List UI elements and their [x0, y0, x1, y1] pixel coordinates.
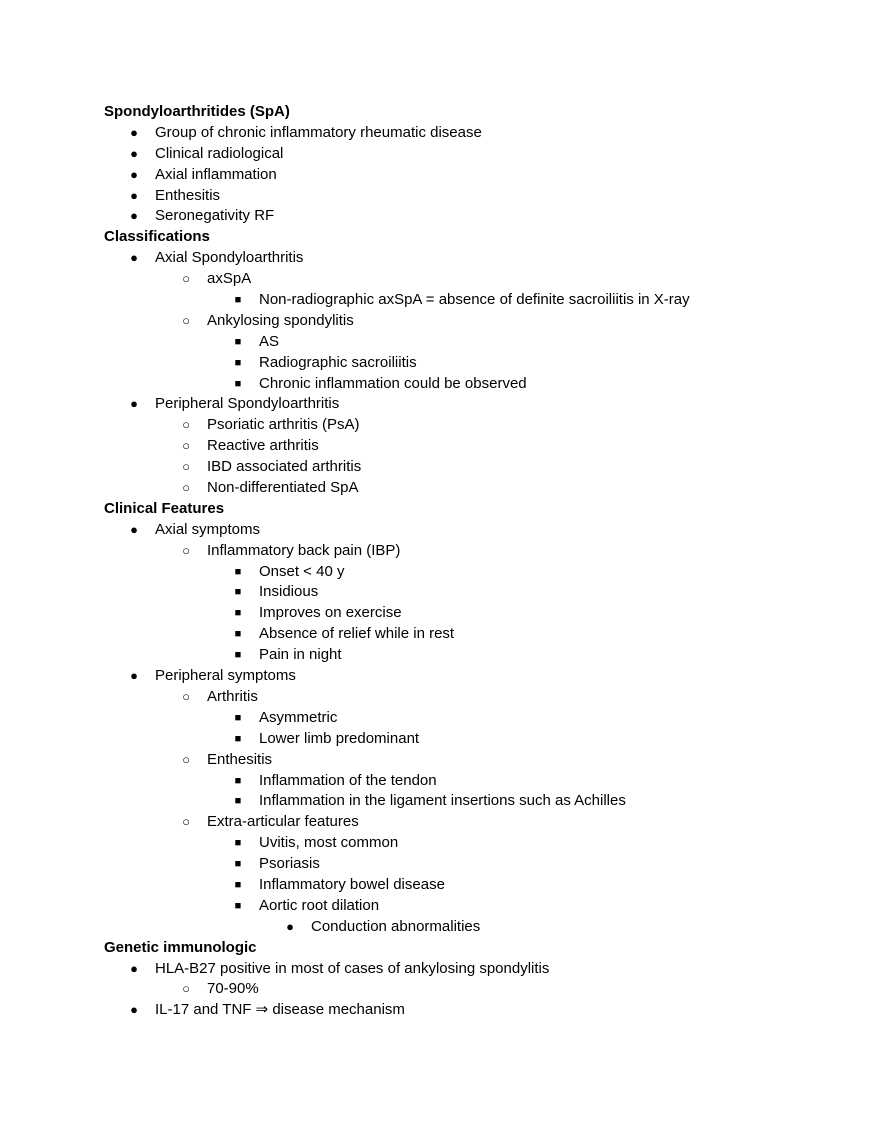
- list-item-text: Seronegativity RF: [155, 207, 275, 225]
- list-item-level-2: [0, 687, 880, 708]
- bullet-icon: ■: [234, 899, 242, 912]
- list-item-level-3: [0, 854, 880, 875]
- list-item-level-1: [0, 959, 880, 980]
- bullet-icon: ●: [286, 918, 294, 934]
- list-item-level-2: [0, 415, 880, 436]
- list-item-text: Peripheral symptoms: [155, 667, 296, 685]
- list-item-text: Inflammation of the tendon: [259, 771, 437, 789]
- list-item-level-1: [0, 520, 880, 541]
- bullet-icon: ●: [130, 124, 138, 140]
- list-item-text: Absence of relief while in rest: [259, 625, 455, 643]
- bullet-icon: ○: [182, 814, 190, 830]
- bullet-icon: ■: [234, 586, 242, 599]
- list-item-level-3: [0, 771, 880, 792]
- list-item-text: Non-radiographic axSpA = absence of definite sacroiliitis in X-ray: [259, 291, 690, 309]
- bullet-icon: ○: [182, 438, 190, 454]
- section-heading: Classifications: [104, 228, 210, 246]
- list-item-text: Inflammation in the ligament insertions such as Achilles: [259, 792, 626, 810]
- section-heading: Spondyloarthritides (SpA): [104, 103, 290, 120]
- list-item-text: Clinical radiological: [155, 144, 284, 162]
- list-item-level-2: [0, 979, 880, 1000]
- bullet-icon: ●: [130, 208, 138, 224]
- bullet-icon: ●: [130, 521, 138, 537]
- bullet-icon: ■: [234, 356, 242, 369]
- list-item-text: IL-17 and TNF ⇒ disease mechanism: [155, 1001, 405, 1019]
- bullet-icon: ■: [234, 565, 242, 578]
- list-item-level-3: [0, 603, 880, 624]
- list-item-text: Arthritis: [207, 687, 258, 705]
- bullet-icon: ■: [234, 607, 242, 620]
- list-item-text: Inflammatory back pain (IBP): [207, 541, 401, 559]
- list-item-text: Enthesitis: [155, 186, 221, 204]
- list-item-level-2: [0, 541, 880, 562]
- bullet-icon: ■: [234, 774, 242, 787]
- list-item-level-3: [0, 353, 880, 374]
- list-item-text: Improves on exercise: [259, 604, 402, 622]
- list-item-level-1: [0, 248, 880, 269]
- list-item-text: Insidious: [259, 583, 319, 601]
- list-item-text: HLA-B27 positive in most of cases of ankylosing spondylitis: [155, 959, 550, 977]
- bullet-icon: ○: [182, 417, 190, 433]
- bullet-icon: ○: [182, 480, 190, 496]
- list-item-text: Group of chronic inflammatory rheumatic disease: [155, 123, 482, 141]
- list-item-level-1: [0, 165, 880, 186]
- list-item-text: Extra-articular features: [207, 813, 359, 831]
- bullet-icon: ■: [234, 649, 242, 662]
- bullet-icon: ●: [130, 668, 138, 684]
- list-item-level-1: [0, 666, 880, 687]
- list-item-text: Enthesitis: [207, 750, 273, 768]
- bullet-icon: ●: [130, 960, 138, 976]
- list-item-level-2: [0, 478, 880, 499]
- list-item-text: IBD associated arthritis: [207, 458, 362, 476]
- list-item-text: Non-differentiated SpA: [207, 479, 359, 497]
- list-item-level-3: [0, 624, 880, 645]
- bullet-icon: ○: [182, 312, 190, 328]
- bullet-icon: ●: [130, 187, 138, 203]
- section-heading: Clinical Features: [104, 499, 225, 517]
- list-item-level-3: [0, 875, 880, 896]
- bullet-icon: ■: [234, 711, 242, 724]
- bullet-icon: ■: [234, 795, 242, 808]
- list-item-text: Axial inflammation: [155, 165, 277, 183]
- bullet-icon: ●: [130, 396, 138, 412]
- list-item-text: Conduction abnormalities: [311, 917, 481, 935]
- list-item-level-2: [0, 812, 880, 833]
- list-item-level-3: [0, 562, 880, 583]
- list-item-text: Axial symptoms: [155, 520, 261, 538]
- list-item-text: AS: [259, 332, 280, 350]
- list-item-level-1: [0, 1000, 880, 1021]
- bullet-icon: ■: [234, 377, 242, 390]
- bullet-icon: ●: [130, 1002, 138, 1018]
- bullet-icon: ○: [182, 751, 190, 767]
- section-heading: Genetic immunologic: [104, 938, 257, 956]
- bullet-icon: ●: [130, 145, 138, 161]
- list-item-text: Ankylosing spondylitis: [207, 311, 354, 329]
- list-item-text: Uvitis, most common: [259, 834, 399, 852]
- list-item-text: Psoriasis: [259, 855, 320, 873]
- list-item-level-1: [0, 186, 880, 207]
- bullet-icon: ■: [234, 628, 242, 641]
- list-item-level-3: [0, 290, 880, 311]
- list-item-text: Inflammatory bowel disease: [259, 875, 445, 893]
- list-item-text: Lower limb predominant: [259, 729, 420, 747]
- list-item-text: 70-90%: [207, 980, 259, 998]
- list-item-level-2: [0, 436, 880, 457]
- bullet-icon: ●: [130, 250, 138, 266]
- list-item-text: Peripheral Spondyloarthritis: [155, 395, 340, 413]
- list-item-level-3: [0, 645, 880, 666]
- list-item-level-3: [0, 896, 880, 917]
- list-item-level-3: [0, 833, 880, 854]
- list-item-level-2: [0, 750, 880, 771]
- bullet-icon: ○: [182, 271, 190, 287]
- bullet-icon: ■: [234, 732, 242, 745]
- list-item-text: Onset < 40 y: [259, 562, 345, 580]
- list-item-level-1: [0, 144, 880, 165]
- list-item-level-4: [0, 917, 880, 938]
- bullet-icon: ○: [182, 688, 190, 704]
- bullet-icon: ○: [182, 981, 190, 997]
- list-item-text: Radiographic sacroiliitis: [259, 353, 417, 371]
- list-item-text: Psoriatic arthritis (PsA): [207, 416, 360, 434]
- bullet-icon: ■: [234, 837, 242, 850]
- bullet-icon: ■: [234, 294, 242, 307]
- list-item-text: Aortic root dilation: [259, 896, 380, 914]
- bullet-icon: ○: [182, 542, 190, 558]
- list-item-text: Chronic inflammation could be observed: [259, 374, 527, 392]
- list-item-level-2: [0, 311, 880, 332]
- list-item-text: Pain in night: [259, 646, 342, 664]
- list-item-level-3: [0, 729, 880, 750]
- bullet-icon: ○: [182, 459, 190, 475]
- list-item-level-1: [0, 206, 880, 227]
- list-item-text: Reactive arthritis: [207, 437, 319, 455]
- list-item-level-1: [0, 394, 880, 415]
- list-item-level-3: [0, 708, 880, 729]
- list-item-level-3: [0, 791, 880, 812]
- list-item-level-3: [0, 582, 880, 603]
- bullet-icon: ■: [234, 335, 242, 348]
- list-item-text: axSpA: [207, 270, 252, 288]
- list-item-level-3: [0, 332, 880, 353]
- list-item-level-2: [0, 457, 880, 478]
- list-item-text: Axial Spondyloarthritis: [155, 249, 304, 267]
- list-item-level-3: [0, 374, 880, 395]
- list-item-level-1: [0, 123, 880, 144]
- bullet-icon: ■: [234, 878, 242, 891]
- list-item-level-2: [0, 269, 880, 290]
- bullet-icon: ■: [234, 858, 242, 871]
- bullet-icon: ●: [130, 166, 138, 182]
- list-item-text: Asymmetric: [259, 708, 338, 726]
